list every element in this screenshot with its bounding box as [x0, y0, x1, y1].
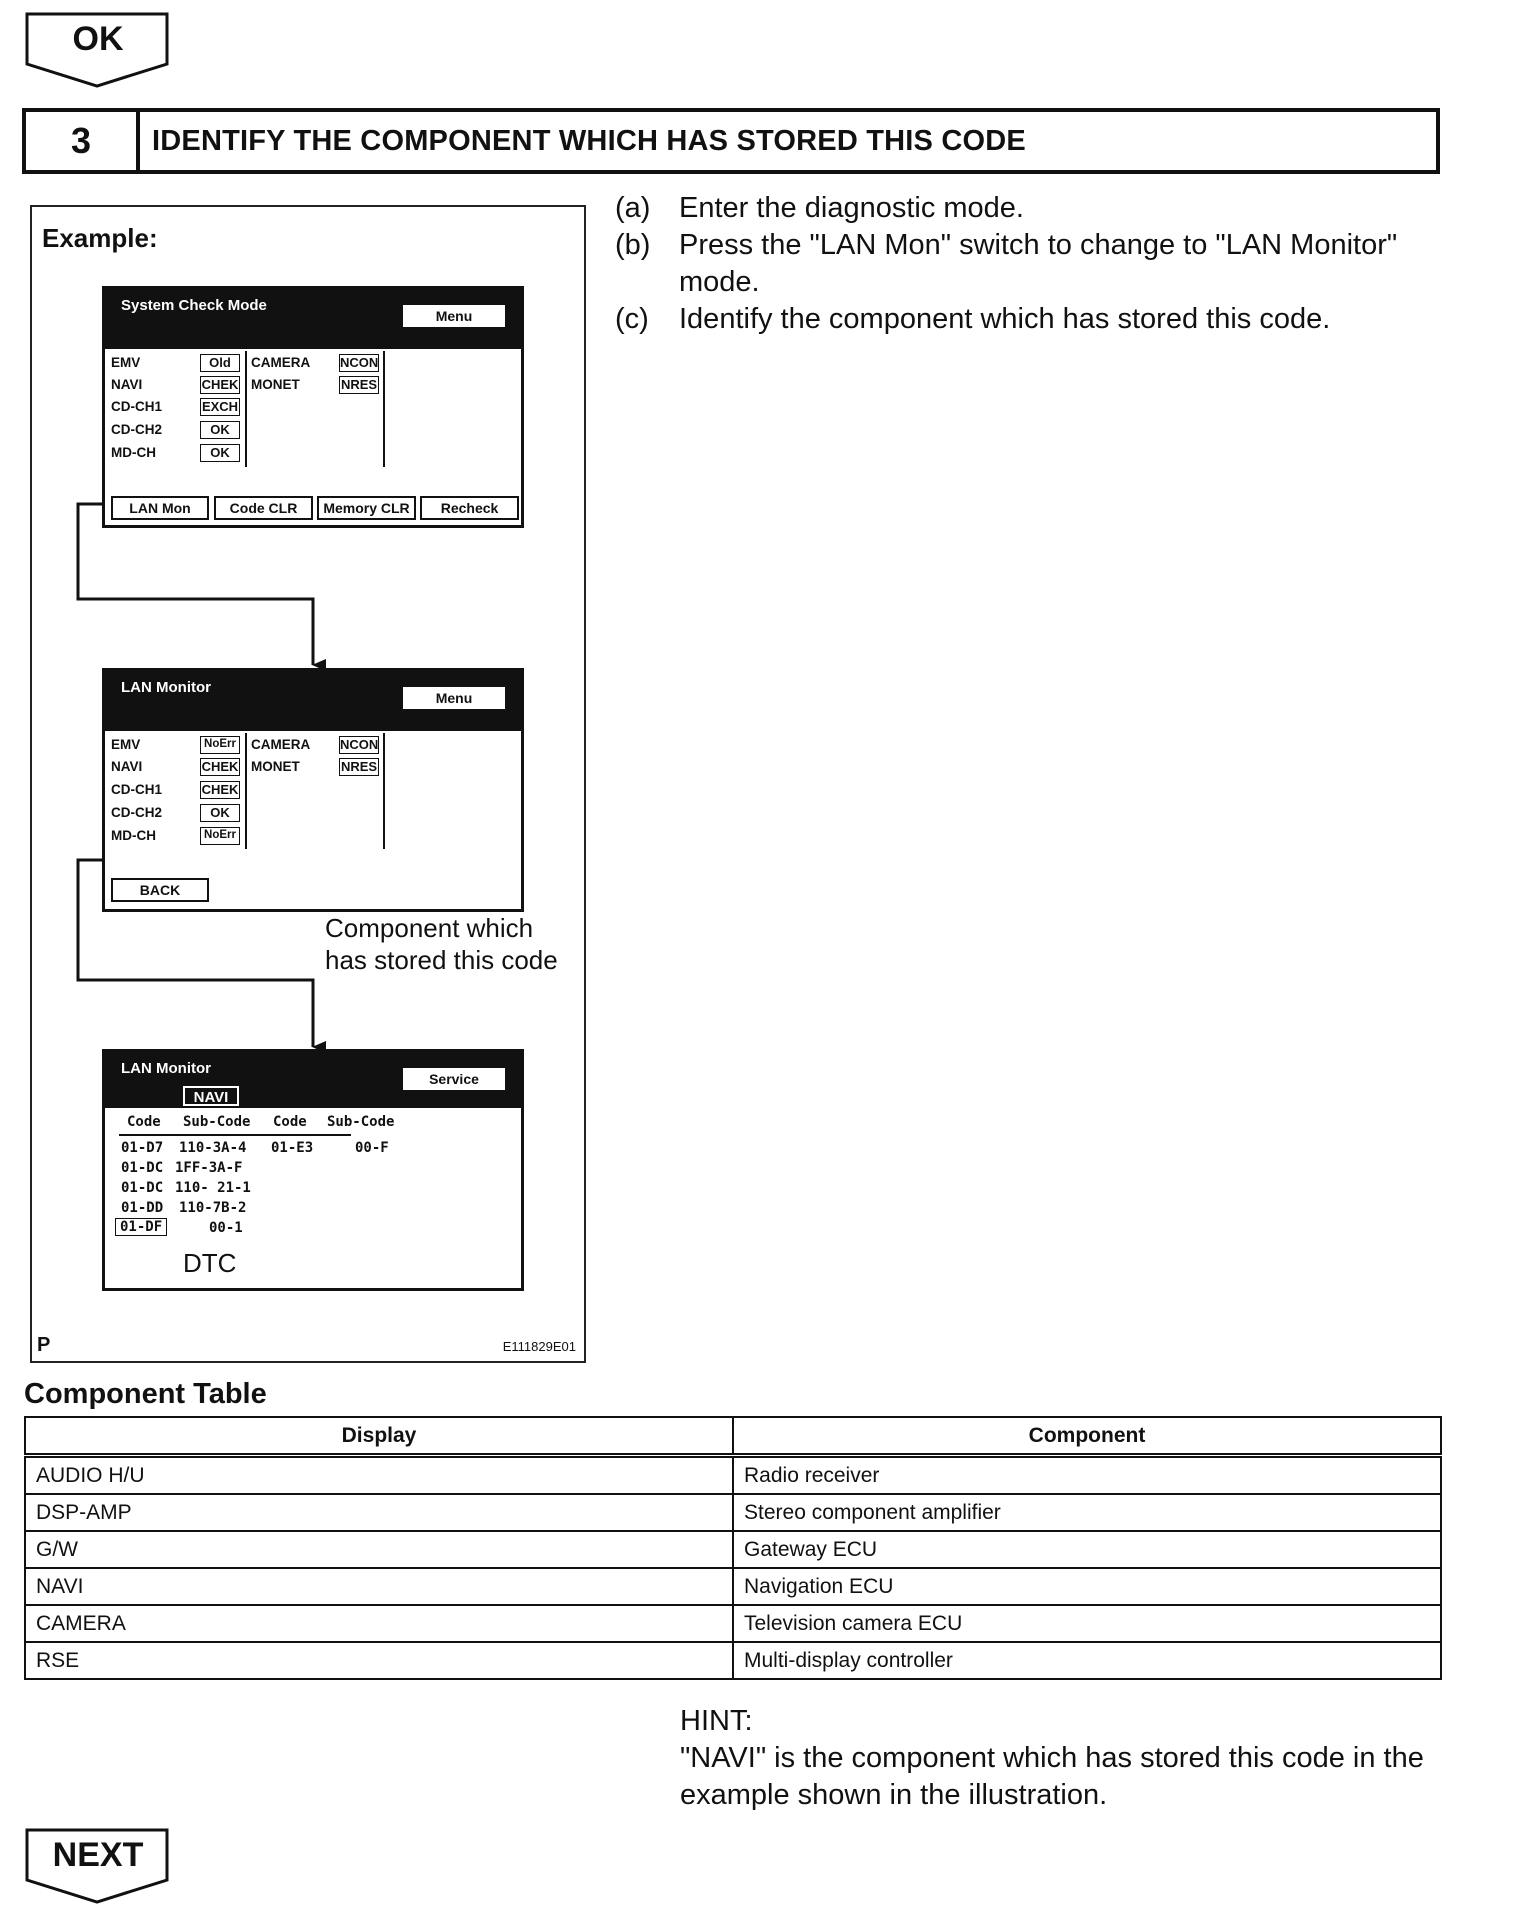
screen-lan-monitor	[102, 668, 524, 912]
callout-line: has stored this code	[325, 945, 558, 975]
menu-button[interactable]: Menu	[403, 687, 505, 709]
figure-id: E111829E01	[502, 1339, 576, 1354]
divider	[245, 351, 247, 467]
instruction-letter: (b)	[615, 229, 651, 261]
status-badge: NCON	[340, 355, 379, 370]
display-cell: AUDIO H/U	[25, 1456, 733, 1495]
service-button[interactable]: Service	[403, 1068, 505, 1090]
divider	[383, 733, 385, 849]
sub-code: 110- 21-1	[175, 1180, 251, 1196]
back-button[interactable]: BACK	[111, 878, 209, 902]
display-cell: RSE	[25, 1642, 733, 1679]
instruction-letter: (a)	[615, 192, 651, 224]
table-row	[25, 1568, 1441, 1605]
status-badge: NoErr	[200, 827, 240, 845]
component-cell: Stereo component amplifier	[733, 1494, 1441, 1531]
divider	[245, 733, 247, 849]
step-header	[22, 108, 1440, 174]
recheck-button[interactable]: Recheck	[420, 496, 519, 520]
dtc-code: 01-D7	[121, 1140, 164, 1156]
row-label: NAVI	[111, 377, 143, 392]
dtc-code-highlighted: 01-DF	[115, 1218, 167, 1236]
table-row	[25, 1456, 1441, 1495]
status-badge: CHEK	[201, 782, 239, 797]
ok-label: OK	[72, 20, 124, 58]
row-label: CD-CH2	[111, 422, 163, 437]
column-header: Code	[127, 1114, 161, 1130]
next-label: NEXT	[52, 1836, 144, 1874]
component-cell: Television camera ECU	[733, 1605, 1441, 1642]
row-label: EMV	[111, 737, 141, 752]
screen-system-check	[102, 286, 524, 528]
row-label: CAMERA	[251, 737, 311, 752]
row-label: NAVI	[111, 759, 143, 774]
sub-code: 110-3A-4	[179, 1140, 247, 1156]
header-underline	[119, 1134, 351, 1136]
instruction-text: Press the "LAN Mon" switch to change to "LAN Monitor" mode.	[679, 229, 1398, 298]
menu-button[interactable]: Menu	[403, 305, 505, 327]
example-label: Example:	[42, 223, 158, 253]
screen-lan-monitor-detail	[102, 1049, 524, 1291]
code-clr-button[interactable]: Code CLR	[214, 496, 313, 520]
ok-badge	[25, 12, 171, 88]
dtc-code: 01-E3	[271, 1140, 314, 1156]
status-badge: Old	[200, 354, 240, 372]
screen-title: System Check Mode	[121, 297, 267, 314]
corner-letter: P	[37, 1334, 51, 1356]
status-badge: CHEK	[201, 377, 239, 392]
lan-mon-button[interactable]: LAN Mon	[111, 496, 209, 520]
next-badge[interactable]	[25, 1828, 171, 1904]
dtc-code: 01-DC	[121, 1160, 164, 1176]
callout-line: Component which	[325, 913, 534, 943]
component-badge: NAVI	[183, 1086, 239, 1106]
row-label: CD-CH1	[111, 782, 163, 797]
table-row	[25, 1494, 1441, 1531]
component-callout	[325, 912, 558, 976]
instruction-letter: (c)	[615, 303, 649, 335]
sub-code: 110-7B-2	[179, 1200, 247, 1216]
column-header: Component	[733, 1417, 1441, 1456]
status-badge: NRES	[340, 759, 378, 774]
sub-code: 00-F	[355, 1140, 389, 1156]
row-label: EMV	[111, 355, 141, 370]
display-cell: DSP-AMP	[25, 1494, 733, 1531]
table-row	[25, 1531, 1441, 1568]
screen-header	[105, 289, 521, 349]
component-table-title: Component Table	[24, 1378, 267, 1410]
hint-text: "NAVI" is the component which has stored this code in the example shown in the illustration.	[680, 1742, 1424, 1811]
column-header: Sub-Code	[183, 1114, 251, 1130]
dtc-code: 01-DD	[121, 1200, 164, 1216]
row-label: MD-CH	[111, 828, 156, 843]
step-title: IDENTIFY THE COMPONENT WHICH HAS STORED THIS CODE	[152, 124, 1026, 157]
instruction-text: Enter the diagnostic mode.	[679, 192, 1024, 224]
instruction-item	[615, 227, 1475, 301]
display-cell: CAMERA	[25, 1605, 733, 1642]
screen-title: LAN Monitor	[121, 679, 211, 696]
example-illustration	[30, 205, 586, 1363]
row-label: CD-CH1	[111, 399, 163, 414]
status-badge: OK	[200, 421, 240, 439]
column-header: Display	[25, 1417, 733, 1456]
status-badge: NRES	[340, 377, 378, 392]
hint-block	[680, 1703, 1440, 1814]
row-label: MD-CH	[111, 445, 156, 460]
row-label: MONET	[251, 377, 300, 392]
dtc-code: 01-DC	[121, 1180, 164, 1196]
row-label: MONET	[251, 759, 300, 774]
table-row	[25, 1642, 1441, 1679]
component-cell: Navigation ECU	[733, 1568, 1441, 1605]
dtc-callout: DTC	[183, 1248, 237, 1278]
display-cell: G/W	[25, 1531, 733, 1568]
component-table	[24, 1416, 1442, 1680]
memory-clr-button[interactable]: Memory CLR	[317, 496, 416, 520]
status-badge: OK	[200, 444, 240, 462]
component-cell: Multi-display controller	[733, 1642, 1441, 1679]
component-cell: Radio receiver	[733, 1456, 1441, 1495]
instruction-text: Identify the component which has stored this code.	[679, 303, 1331, 335]
table-header-row	[25, 1417, 1441, 1456]
sub-code: 1FF-3A-F	[175, 1160, 243, 1176]
sub-code: 00-1	[209, 1220, 243, 1236]
status-badge: NCON	[340, 737, 379, 752]
component-cell: Gateway ECU	[733, 1531, 1441, 1568]
row-label: CAMERA	[251, 355, 311, 370]
instruction-item	[615, 190, 1475, 227]
divider	[383, 351, 385, 467]
status-badge: NoErr	[200, 736, 240, 754]
column-header: Code	[273, 1114, 307, 1130]
status-badge: EXCH	[201, 399, 239, 414]
status-badge: OK	[200, 804, 240, 822]
step-number: 3	[26, 112, 140, 170]
screen-header	[105, 1052, 521, 1108]
instruction-list	[615, 190, 1475, 338]
display-cell: NAVI	[25, 1568, 733, 1605]
column-header: Sub-Code	[327, 1114, 395, 1130]
hint-label: HINT:	[680, 1705, 753, 1737]
status-badge: CHEK	[201, 759, 239, 774]
row-label: CD-CH2	[111, 805, 163, 820]
instruction-item	[615, 301, 1475, 338]
screen-header	[105, 671, 521, 731]
table-row	[25, 1605, 1441, 1642]
screen-title: LAN Monitor	[121, 1060, 211, 1077]
